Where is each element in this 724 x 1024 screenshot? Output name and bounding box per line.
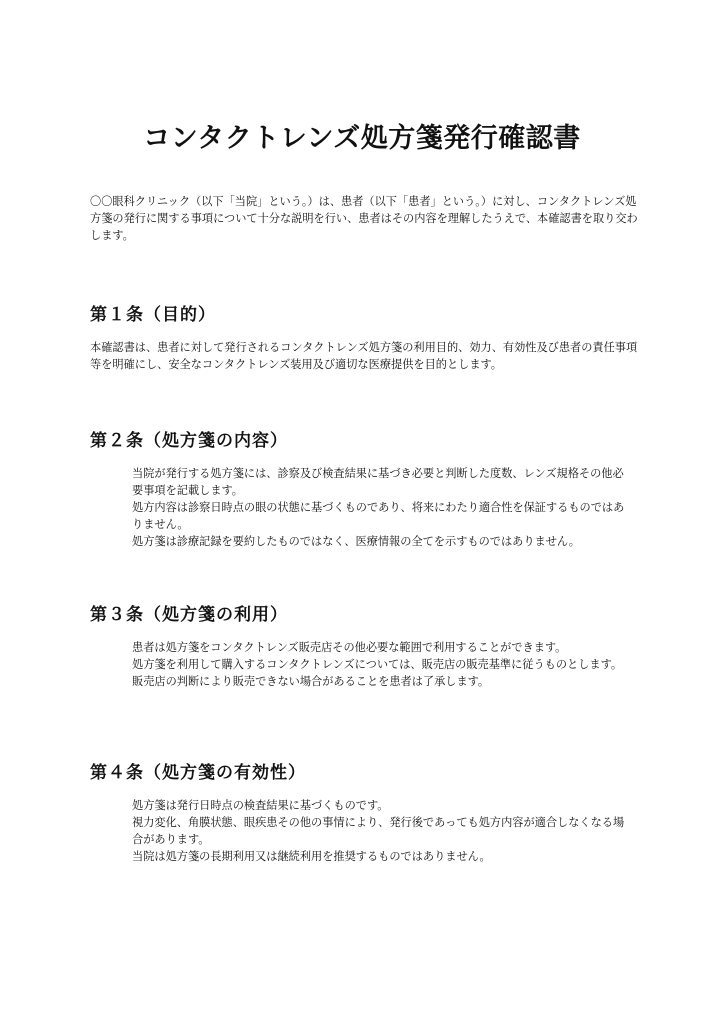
article-4-body (132, 797, 632, 865)
article-3-paragraph-1: 患者は処方箋をコンタクトレンズ販売店その他必要な範囲で利用することができます。 (132, 641, 567, 654)
article-3-body (132, 639, 632, 690)
article-2-paragraph-3: 処方箋は診療記録を要約したものではなく、医療情報の全てを示すものではありません。 (132, 535, 580, 548)
article-4-paragraph-3: 当院は処方箋の長期利用又は継続利用を推奨するものではありません。 (132, 850, 491, 863)
article-2-paragraph-1: 当院が発行する処方箋には、診察及び検査結果に基づき必要と判断した度数、レンズ規格その他必要事項を記載します。 (132, 467, 624, 497)
article-2-heading: 第２条（処方箋の内容） (90, 431, 288, 451)
article-3-paragraph-3: 販売店の判断により販売できない場合があることを患者は了承します。 (132, 675, 490, 688)
article-1-paragraph-1: 本確認書は、患者に対して発行されるコンタクトレンズ処方箋の利用目的、効力、有効性及び患者の責任事項等を明確にし、安全なコンタクトレンズ装用及び適切な医療提供を目的とします。 (90, 341, 638, 371)
article-4-paragraph-1: 処方箋は発行日時点の検査結果に基づくものです。 (132, 799, 389, 812)
article-4-heading: 第４条（処方箋の有効性） (90, 763, 306, 783)
article-3-paragraph-2: 処方箋を利用して購入するコンタクトレンズについては、販売店の販売基準に従うものとします。 (132, 658, 623, 671)
article-4-paragraph-2: 視力変化、角膜状態、眼疾患その他の事情により、発行後であっても処方内容が適合しなくなる場合があります。 (132, 816, 625, 846)
article-2-body (132, 465, 632, 550)
document-title: コンタクトレンズ処方箋発行確認書 (143, 123, 581, 154)
intro-paragraph: 〇〇眼科クリニック（以下「当院」という。）は、患者（以下「患者」という。）に対し、コンタクトレンズ処方箋の発行に関する事項について十分な説明を行い、患者はその内容を理解したうえで、本確認書を取り交わします。 (90, 195, 638, 242)
article-3-heading: 第３条（処方箋の利用） (90, 605, 288, 625)
article-2-paragraph-2: 処方内容は診察日時点の眼の状態に基づくものであり、将来にわたり適合性を保証するものではありません。 (132, 501, 625, 531)
article-1-body (90, 339, 646, 373)
article-1-heading: 第１条（目的） (90, 305, 216, 325)
